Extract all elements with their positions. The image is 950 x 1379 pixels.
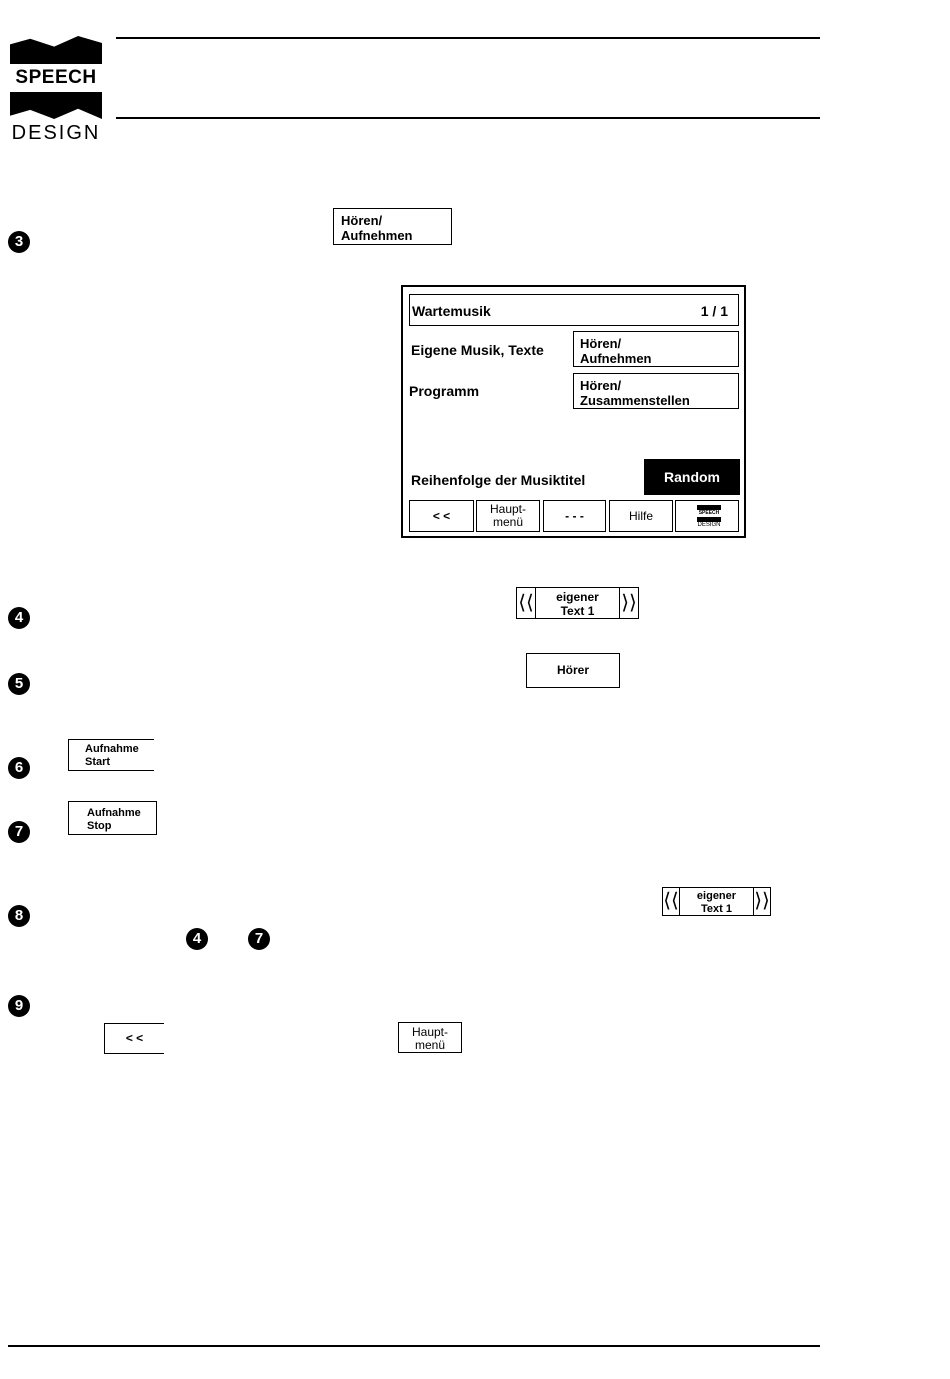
step-8-bullet: 8 [8, 905, 30, 927]
nav-main-line-1: Haupt- [489, 502, 527, 516]
hoeren-aufnehmen-button-image [333, 208, 452, 245]
selector-line-1: eigener [556, 590, 599, 604]
button-line-1: Hören/ [341, 213, 383, 228]
row2-button-line-1: Hören/ [580, 378, 622, 393]
aufnahme-stop-button-image [68, 801, 157, 835]
nav-more-button[interactable]: - - - [543, 500, 606, 532]
haupt-line-2: menü [414, 1038, 446, 1052]
eigener-text-selector-image [516, 587, 639, 619]
chevron-right-icon: ⟩⟩ [753, 888, 770, 915]
chevron-left-icon: ⟨⟨ [663, 888, 680, 915]
chevron-right-icon: ⟩⟩ [619, 588, 638, 618]
nav-main-line-2: menü [492, 515, 524, 529]
back-label: < < [125, 1031, 144, 1045]
step-9-bullet: 9 [8, 995, 30, 1017]
selector-line-2: Text 1 [560, 604, 595, 618]
row2-button-line-2: Zusammenstellen [580, 393, 690, 408]
step-7-bullet: 7 [8, 821, 30, 843]
mini-logo-design: DESIGN [697, 522, 721, 528]
nav-back-button[interactable]: < < [409, 500, 474, 532]
row2-hoeren-zusammenstellen-button[interactable] [573, 373, 739, 409]
nav-main-menu-button[interactable] [476, 500, 540, 532]
logo-bottom-shape [10, 92, 102, 119]
screen-page-indicator: 1 / 1 [700, 303, 728, 319]
step-ref-4-bullet: 4 [186, 928, 208, 950]
start-line-2: Start [85, 756, 111, 768]
screen-title-bar [409, 294, 739, 326]
chevron-left-icon: ⟨⟨ [517, 588, 536, 618]
button-line-2: Aufnehmen [341, 228, 413, 243]
step-6-bullet: 6 [8, 757, 30, 779]
stop-line-2: Stop [87, 820, 112, 832]
random-button[interactable]: Random [644, 459, 740, 495]
selector-line-1: eigener [696, 890, 737, 902]
hauptmenue-button-image [398, 1022, 462, 1053]
start-line-1: Aufnahme [85, 743, 139, 755]
hoerer-button-image [526, 653, 620, 688]
mini-logo-speech: SPEECH [698, 510, 720, 516]
footer-rule [8, 1345, 820, 1347]
haupt-line-1: Haupt- [411, 1025, 449, 1039]
selector-line-2: Text 1 [701, 903, 732, 915]
header-rule-bottom [116, 117, 820, 119]
nav-help-button[interactable]: Hilfe [609, 500, 673, 532]
screen-title: Wartemusik [412, 303, 491, 319]
step-3-bullet: 3 [8, 231, 30, 253]
row1-label: Eigene Musik, Texte [411, 342, 544, 358]
step-5-bullet: 5 [8, 673, 30, 695]
order-label: Reihenfolge der Musiktitel [411, 472, 586, 488]
mini-logo-icon [697, 505, 721, 529]
row1-button-line-2: Aufnehmen [580, 351, 652, 366]
row1-button-line-1: Hören/ [580, 336, 622, 351]
eigener-text-selector-image-2 [662, 887, 771, 916]
aufnahme-start-button-image [68, 739, 154, 771]
stop-line-1: Aufnahme [87, 807, 141, 819]
hoerer-label: Hörer [556, 663, 589, 677]
wartemusik-screen [401, 285, 746, 538]
row1-hoeren-aufnehmen-button[interactable] [573, 331, 739, 367]
row2-label: Programm [409, 383, 480, 399]
back-button-image [104, 1023, 164, 1054]
nav-logo-button[interactable] [675, 500, 739, 532]
header-rule-top [116, 37, 820, 39]
logo-top-shape [10, 36, 102, 64]
logo-speech-text: SPEECH [15, 67, 97, 88]
logo-design-text: DESIGN [11, 122, 101, 144]
step-4-bullet: 4 [8, 607, 30, 629]
step-ref-7-bullet: 7 [248, 928, 270, 950]
